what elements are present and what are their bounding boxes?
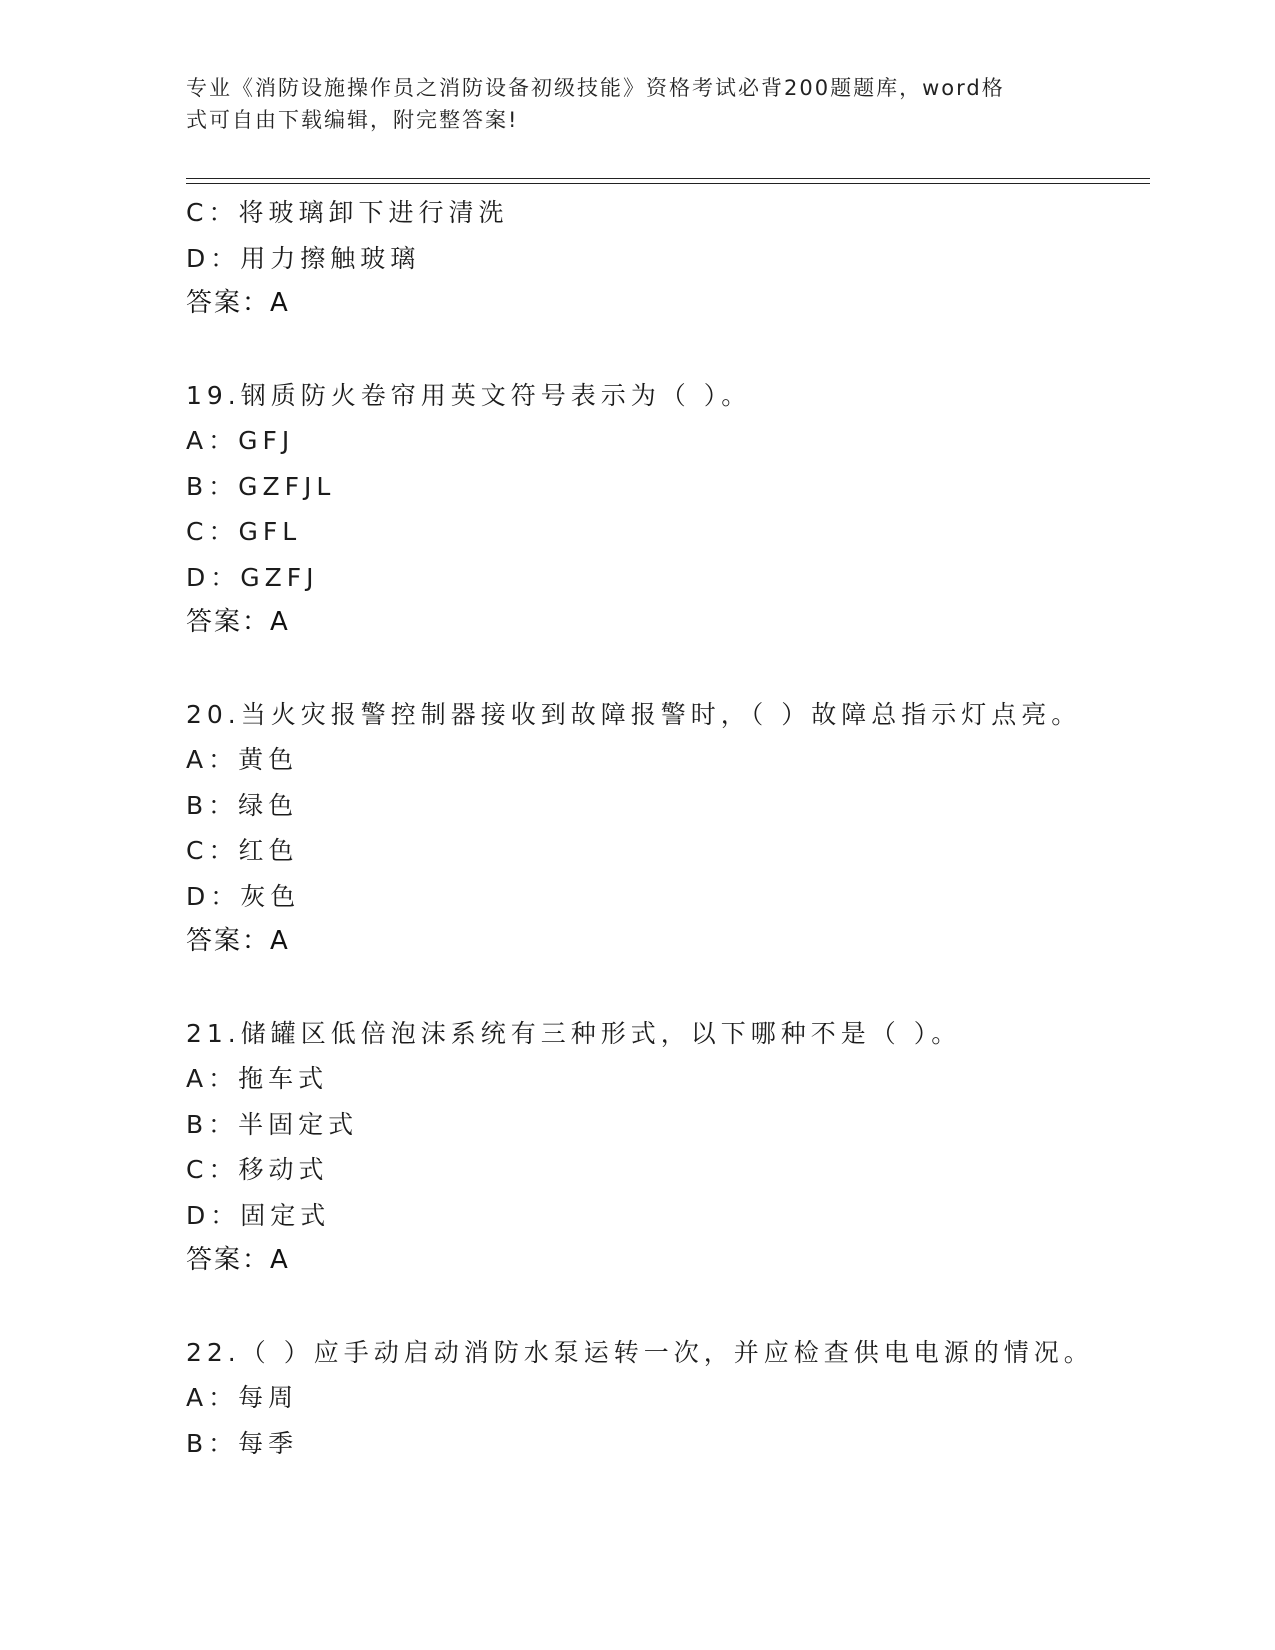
header-divider-top <box>186 178 1150 179</box>
option-b: B：每季 <box>186 1428 299 1458</box>
option-c: C：GFL <box>186 517 302 546</box>
spacer <box>186 327 1146 373</box>
option-d: D：固定式 <box>186 1200 331 1230</box>
option-a: A：GFJ <box>186 426 295 455</box>
option-c: C：移动式 <box>186 1155 329 1184</box>
option-a: A：拖车式 <box>186 1064 329 1093</box>
spacer <box>186 1284 1146 1330</box>
spacer <box>186 646 1146 692</box>
option-b: B：绿色 <box>186 790 299 820</box>
answer-line: 答案：A <box>186 607 290 637</box>
header-line-1: 专业《消防设施操作员之消防设备初级技能》资格考试必背200题题库，word格 <box>186 76 1005 100</box>
option-a: A：每周 <box>186 1383 299 1412</box>
option-b: B：半固定式 <box>186 1109 359 1139</box>
answer-line: 答案：A <box>186 1245 290 1275</box>
option-c: C：将玻璃卸下进行清洗 <box>186 198 509 227</box>
answer-line: 答案：A <box>186 926 290 956</box>
option-d: D：用力擦触玻璃 <box>186 243 421 273</box>
question-stem: 20.当火灾报警控制器接收到故障报警时，（ ）故障总指示灯点亮。 <box>186 699 1082 729</box>
question-stem: 21.储罐区低倍泡沫系统有三种形式，以下哪种不是（ ）。 <box>186 1018 962 1048</box>
question-19 <box>186 373 1146 646</box>
question-stem: 22.（ ）应手动启动消防水泵运转一次，并应检查供电电源的情况。 <box>186 1337 1094 1367</box>
document-header <box>186 72 1066 136</box>
option-b: B：GZFJL <box>186 471 336 501</box>
answer-line: 答案：A <box>186 288 290 318</box>
question-22 <box>186 1330 1146 1467</box>
header-line-2: 式可自由下载编辑，附完整答案! <box>186 108 519 132</box>
header-divider-bottom <box>186 183 1150 184</box>
question-21 <box>186 1011 1146 1284</box>
spacer <box>186 965 1146 1011</box>
question-list <box>186 190 1146 1466</box>
option-d: D：GZFJ <box>186 562 319 592</box>
option-a: A：黄色 <box>186 745 299 774</box>
option-c: C：红色 <box>186 836 299 865</box>
question-18-continuation <box>186 190 1146 327</box>
option-d: D：灰色 <box>186 881 301 911</box>
question-stem: 19.钢质防火卷帘用英文符号表示为（ ）。 <box>186 380 752 410</box>
question-20 <box>186 692 1146 965</box>
